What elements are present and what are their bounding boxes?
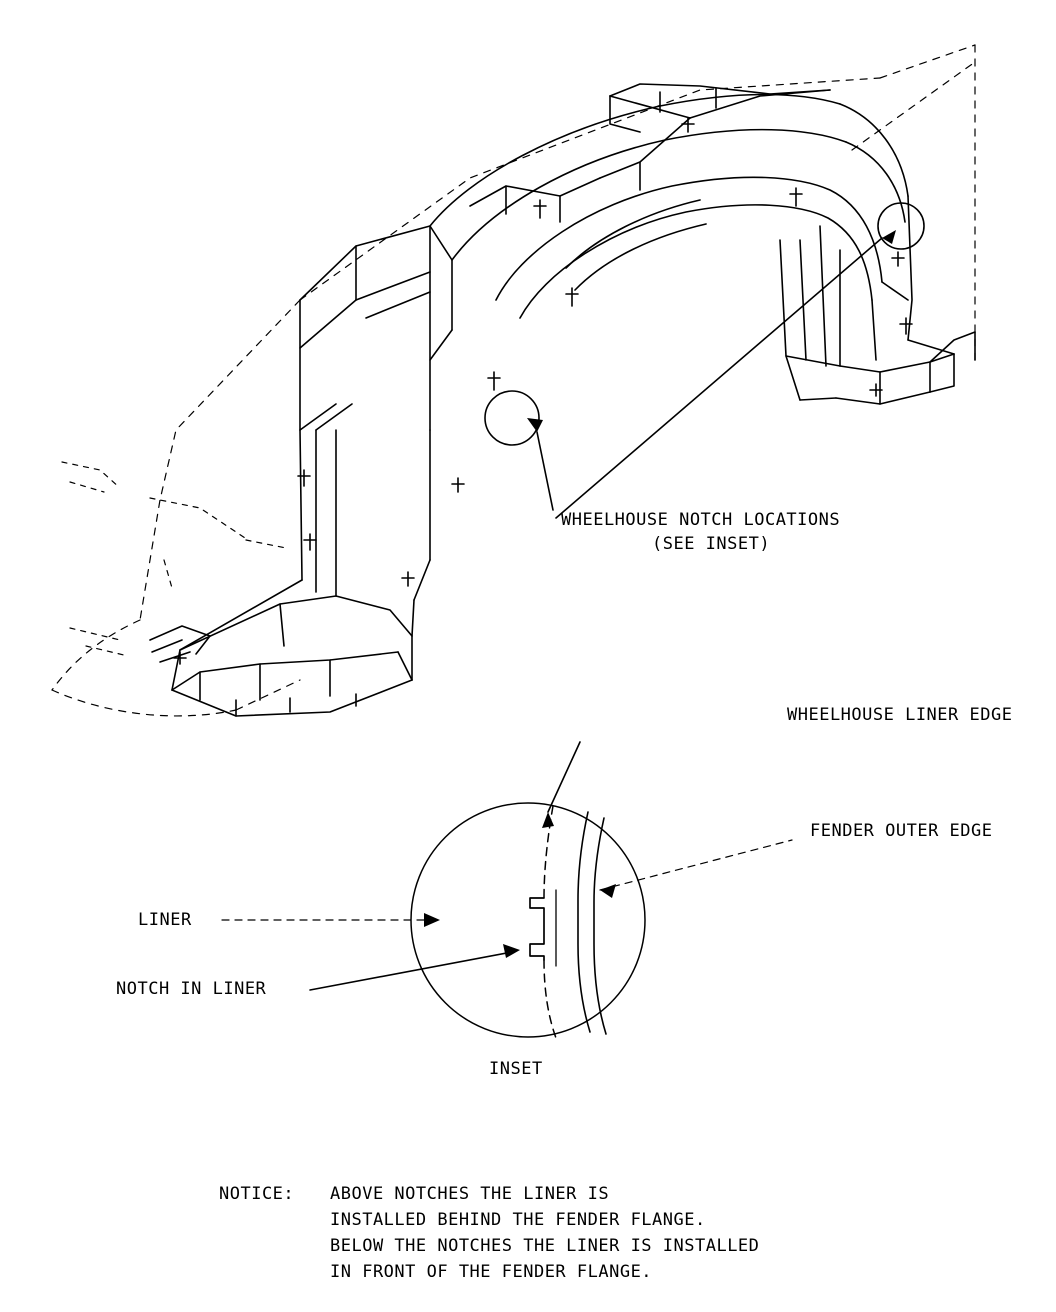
notice-line-1: ABOVE NOTCHES THE LINER IS [330,1184,610,1204]
fastener-marks [174,118,912,664]
leader-notch-front [537,432,553,510]
notice-line-2: INSTALLED BEHIND THE FENDER FLANGE. [330,1210,706,1230]
notch-circle-rear [878,203,924,249]
inset-fender-outer-edge [578,812,590,1032]
leader-liner-edge [548,742,580,812]
label-fender-outer-edge: FENDER OUTER EDGE [810,821,993,841]
label-inset: INSET [489,1059,543,1079]
label-wheelhouse-liner-edge: WHEELHOUSE LINER EDGE [787,705,1013,725]
fender-phantom-outline [52,45,975,716]
notice-line-3: BELOW THE NOTCHES THE LINER IS INSTALLED [330,1236,760,1256]
label-liner: LINER [138,910,192,930]
notice-line-4: IN FRONT OF THE FENDER FLANGE. [330,1262,653,1282]
inset-liner-edge-dashed [544,806,556,1038]
notch-circle-front [485,391,539,445]
inset-notch-profile [530,898,544,960]
inset-circle [411,803,645,1037]
leader-notch-rear [556,238,882,518]
leader-fender-outer-edge [600,840,792,890]
label-wheelhouse-notch-locations: WHEELHOUSE NOTCH LOCATIONS [561,510,841,530]
label-notch-in-liner: NOTCH IN LINER [116,979,267,999]
notice-heading: NOTICE: [219,1184,295,1204]
label-see-inset: (SEE INSET) [652,534,771,554]
leader-notch-in-liner [310,952,512,990]
